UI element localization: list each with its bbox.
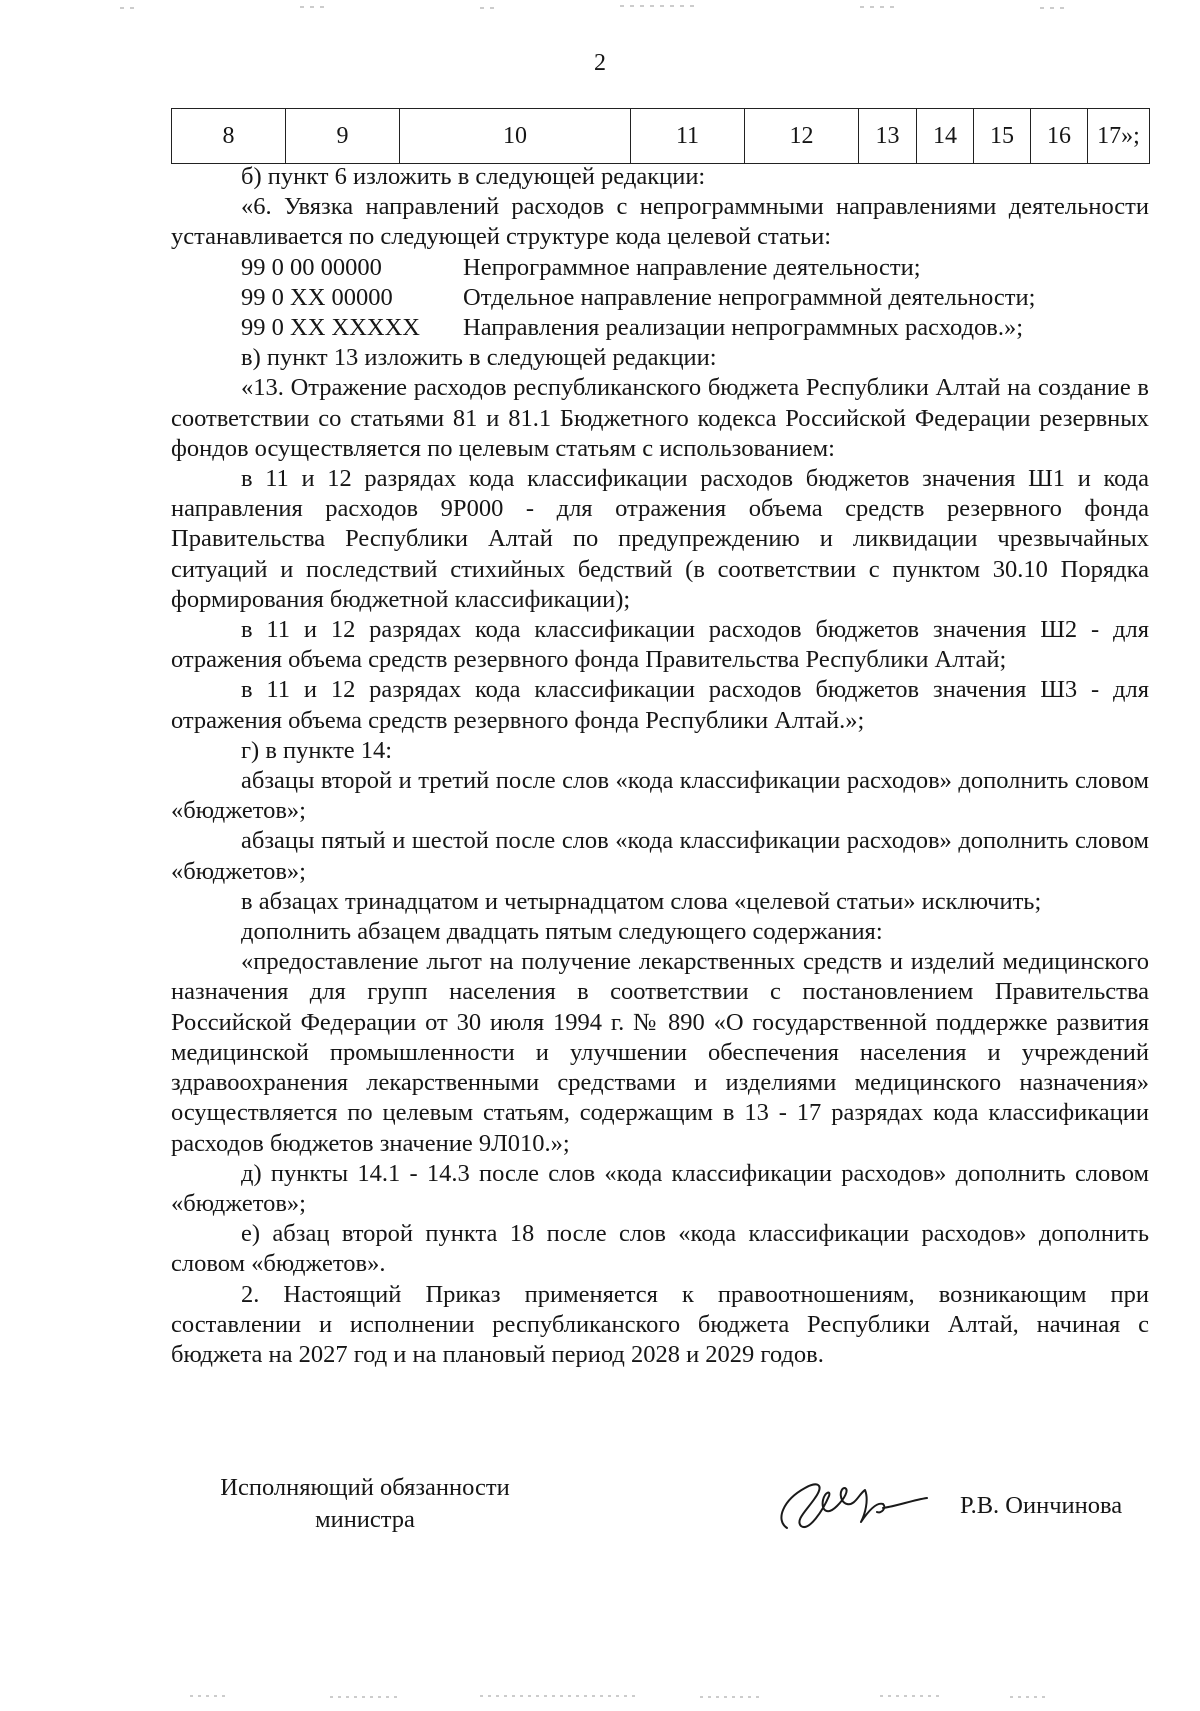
paragraph: в абзацах тринадцатом и четырнадцатом слова «целевой статьи» исключить; — [241, 887, 1042, 915]
target-code: 99 0 XX 00000 — [241, 283, 393, 311]
signatory-title-line2: министра — [315, 1506, 415, 1533]
table-cell: 15 — [974, 109, 1031, 164]
table-cell: 13 — [859, 109, 917, 164]
signatory-position — [200, 1472, 530, 1536]
paragraph: в 11 и 12 разрядах кода классификации расходов бюджетов значения Ш1 и кода направления расходов 9Р000 - для отражения объема средств резервного фонда Правительства Республики Алтай по предупреждению и ликвидации чрезвычайных ситуаций и последствий стихийных бедствий (в соответствии с пунктом 30.10 Порядка формирования бюджетной классификации); — [171, 465, 1149, 613]
target-code: 99 0 XX XXXXX — [241, 314, 420, 342]
paragraph: абзацы пятый и шестой после слов «кода классификации расходов» дополнить словом «бюджетов»; — [171, 827, 1149, 885]
code-description: Непрограммное направление деятельности; — [463, 253, 921, 281]
scan-artifact-bottom — [0, 1690, 1200, 1704]
code-structure-line — [171, 283, 1149, 313]
paragraph: в) пункт 13 изложить в следующей редакции: — [241, 344, 717, 372]
table-row — [172, 109, 1150, 164]
paragraph: «6. Увязка направлений расходов с непрограммными направлениями деятельности устанавливается по следующей структуре кода целевой статьи: — [171, 193, 1149, 251]
paragraph: абзацы второй и третий после слов «кода классификации расходов» дополнить словом «бюджетов»; — [171, 767, 1149, 825]
table-cell: 14 — [917, 109, 974, 164]
table-cell: 16 — [1031, 109, 1088, 164]
signatory-title-line1: Исполняющий обязанности — [220, 1474, 510, 1501]
table-cell: 9 — [286, 109, 400, 164]
code-description: Направления реализации непрограммных расходов.»; — [463, 314, 1024, 342]
paragraph: д) пункты 14.1 - 14.3 после слов «кода классификации расходов» дополнить словом «бюджетов»; — [171, 1159, 1149, 1217]
paragraph: е) абзац второй пункта 18 после слов «кода классификации расходов» дополнить словом «бюджетов». — [171, 1220, 1149, 1278]
paragraph: г) в пункте 14: — [241, 736, 393, 764]
paragraph: б) пункт 6 изложить в следующей редакции: — [241, 163, 706, 190]
paragraph: дополнить абзацем двадцать пятым следующего содержания: — [241, 918, 883, 946]
table-cell: 17»; — [1088, 109, 1150, 164]
paragraph: в 11 и 12 разрядах кода классификации расходов бюджетов значения Ш3 - для отражения объема средств резервного фонда Республики Алтай.»; — [171, 676, 1149, 734]
table-cell: 11 — [631, 109, 745, 164]
code-structure-line — [171, 253, 1149, 283]
paragraph: 2. Настоящий Приказ применяется к правоотношениям, возникающим при составлении и исполнении республиканского бюджета Республики Алтай, начиная с бюджета на 2027 год и на плановый период 2028 и 2029 годов. — [171, 1280, 1149, 1368]
handwritten-signature — [765, 1470, 935, 1540]
paragraph: в 11 и 12 разрядах кода классификации расходов бюджетов значения Ш2 - для отражения объема средств резервного фонда Правительства Республики Алтай; — [171, 616, 1149, 674]
target-code: 99 0 00 00000 — [241, 253, 382, 281]
table-cell: 8 — [172, 109, 286, 164]
scan-artifact-top — [0, 0, 1200, 14]
column-numbers-table — [171, 108, 1150, 164]
code-description: Отдельное направление непрограммной деятельности; — [463, 283, 1036, 311]
paragraph: «предоставление льгот на получение лекарственных средств и изделий медицинского назначения для групп населения в соответствии с постановлением Правительства Российской Федерации от 30 июля 1994 г. № 890 «О государственной поддержке развития медицинской промышленности и улучшении обеспечения населения и учреждений здравоохранения лекарственными средствами и изделиями медицинского назначения» осуществляется по целевым статьям, содержащим в 13 - 17 разрядах кода классификации расходов бюджетов значение 9Л010.»; — [171, 948, 1149, 1157]
page-number: 2 — [594, 50, 606, 76]
code-structure-line — [171, 313, 1149, 343]
paragraph: «13. Отражение расходов республиканского бюджета Республики Алтай на создание в соответствии со статьями 81 и 81.1 Бюджетного кодекса Российской Федерации резервных фондов осуществляется по целевым статьям с использованием: — [171, 374, 1149, 462]
table-cell: 10 — [400, 109, 631, 164]
document-body — [171, 162, 1149, 1370]
signatory-name: Р.В. Оинчинова — [960, 1492, 1123, 1519]
table-cell: 12 — [745, 109, 859, 164]
